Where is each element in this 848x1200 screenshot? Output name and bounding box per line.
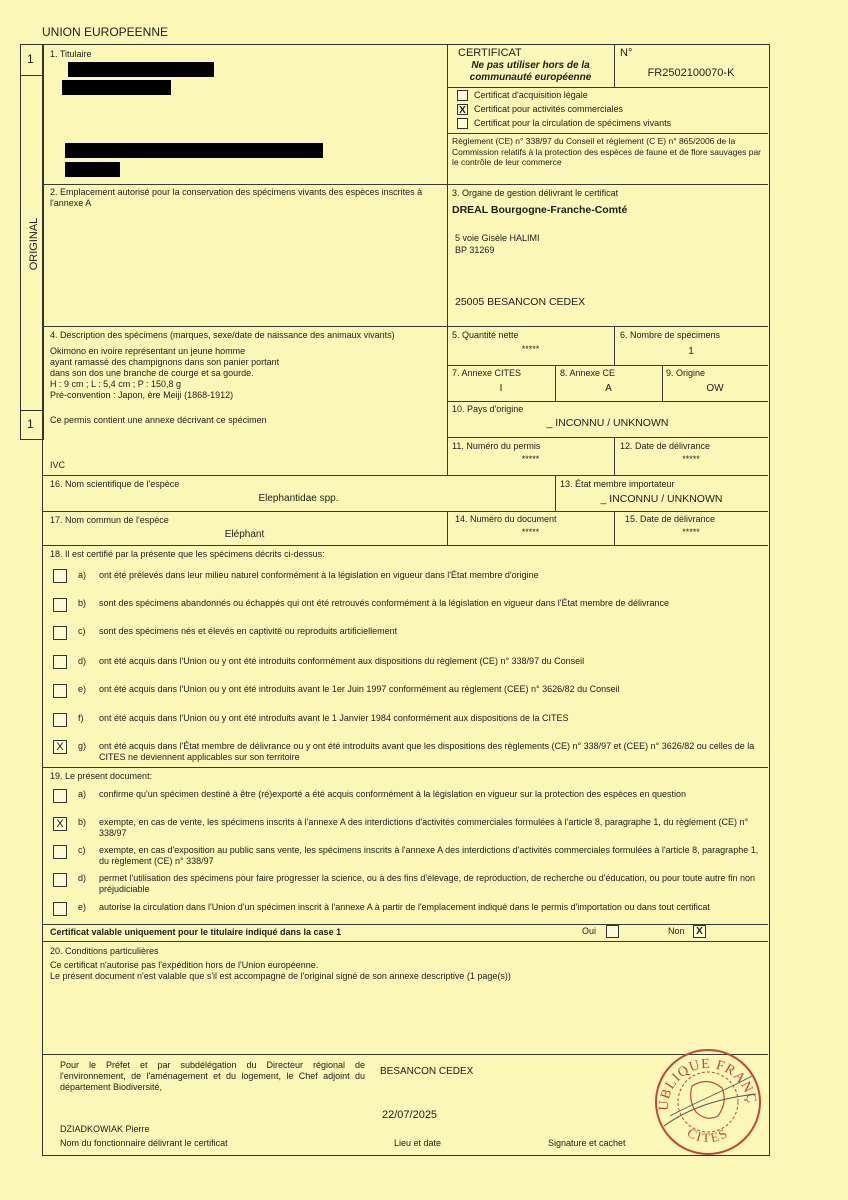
ce-annex-value: A xyxy=(605,383,612,394)
item-text: ont été prélevés dans leur milieu naturel conformément à la législation en vigueur dans l'État membre d'origine xyxy=(99,570,539,580)
description-line: Pré-convention : Japon, ère Meiji (1868-1912) xyxy=(50,390,234,400)
checkbox-non[interactable]: X xyxy=(693,925,706,938)
stamp-bottom-text: CITES xyxy=(684,1124,732,1146)
side-box-1-number: 1 xyxy=(27,52,34,66)
checkbox-19e[interactable] xyxy=(53,902,67,916)
grid-line xyxy=(447,133,768,134)
grid-line xyxy=(447,437,768,438)
box1-label: 1. Titulaire xyxy=(50,49,92,59)
description-line: ayant ramassé des champignons dans son panier portant xyxy=(50,357,280,367)
official-name: DZIADKOWIAK Pierre xyxy=(60,1124,150,1134)
regulation-text: Règlement (CE) n° 338/97 du Conseil et règlement (C E) n° 865/2006 de la Commission relatifs à la protection des espèces de faune et de flore sauvages par le contrôle de leur commerce xyxy=(452,136,762,167)
item-letter: d) xyxy=(78,656,87,666)
scientific-name-value: Elephantidae spp. xyxy=(258,493,339,504)
authority-address-line-1: 5 voie Gisèle HALIMI xyxy=(455,233,540,243)
checkbox-18g[interactable]: X xyxy=(53,740,67,754)
item-text: permet l'utilisation des spécimens pour faire progresser la science, ou à des fins d'élevage, de reproduction, de recherche ou d'éducation, ou pour toute autre fin non préjudiciable xyxy=(99,873,756,894)
box9-label: 9. Origine xyxy=(666,368,706,378)
item-letter: c) xyxy=(78,626,86,636)
box10-label: 10. Pays d'origine xyxy=(452,404,524,414)
grid-line xyxy=(447,401,768,402)
certificat-option-label: Certificat pour activités commerciales xyxy=(474,104,624,114)
checkbox-certificat-commercial[interactable]: X xyxy=(457,104,468,115)
redaction-bar xyxy=(62,80,171,95)
item-letter: d) xyxy=(78,873,87,883)
box17-label: 17. Nom commun de l'espèce xyxy=(50,515,169,525)
redaction-bar xyxy=(65,143,323,158)
official-label: Nom du fonctionnaire délivrant le certificat xyxy=(60,1138,228,1148)
item-letter: b) xyxy=(78,817,87,827)
item-text: ont été acquis dans l'Union ou y ont été introduits avant le 1 Janvier 1984 conformément aux dispositions de la CITES xyxy=(99,713,569,723)
item-text: ont été acquis dans l'Union ou y ont été introduits conformément aux dispositions du règlement (CE) n° 338/97 du Conseil xyxy=(99,656,585,666)
grid-line xyxy=(42,924,768,925)
item-text: autorise la circulation dans l'Union d'un spécimen inscrit à l'annexe A à partir de l'emplacement indiqué dans le permis d'importation ou dans tout certificat xyxy=(99,902,710,912)
item-text: sont des spécimens nés et élevés en captivité ou reproduits artificiellement xyxy=(99,626,398,636)
cites-annex-value: I xyxy=(499,383,503,394)
box13-label: 13. État membre importateur xyxy=(560,479,675,489)
certificat-option-label: Certificat d'acquisition légale xyxy=(474,90,588,100)
box8-label: 8. Annexe CE xyxy=(560,368,616,378)
checkbox-18a[interactable] xyxy=(53,569,67,583)
grid-line xyxy=(42,941,768,942)
grid-line xyxy=(42,511,768,512)
box7-label: 7. Annexe CITES xyxy=(452,368,522,378)
checkbox-certificat-circulation[interactable] xyxy=(457,118,468,129)
checkbox-19b[interactable]: X xyxy=(53,817,67,831)
box19-label: 19. Le présent document: xyxy=(50,771,153,781)
common-name-value: Eléphant xyxy=(224,529,265,540)
grid-line xyxy=(447,87,768,88)
checkbox-18d[interactable] xyxy=(53,655,67,669)
document-date-value: ***** xyxy=(682,527,700,537)
official-stamp xyxy=(652,1046,764,1158)
net-quantity-value: ***** xyxy=(521,344,540,354)
original-label: ORIGINAL xyxy=(28,217,40,271)
box16-label: 16. Nom scientifique de l'espèce xyxy=(50,479,180,489)
item-text: confirme qu'un spécimen destiné à être (ré)exporté a été acquis conformément à la législation en vigueur sur la protection des espèces en question xyxy=(99,789,687,799)
number-label: N° xyxy=(620,47,633,59)
item-text: ont été acquis dans l'Union ou y ont été introduits avant le 1er Juin 1997 conformément au règlement (CEE) n° 3626/82 du Conseil xyxy=(99,684,620,694)
item-text: sont des spécimens abandonnés ou échappés qui ont été retrouvés conformément à la législation en vigueur dans l'État membre de délivrance xyxy=(99,598,670,608)
box15-label: 15. Date de délivrance xyxy=(625,514,716,524)
certificate-number: FR2502100070-K xyxy=(647,67,735,79)
conditions-line-1: Ce certificat n'autorise pas l'expédition hors de l'Union européenne. xyxy=(50,960,319,970)
grid-line xyxy=(42,475,768,476)
checkbox-oui[interactable] xyxy=(606,925,619,938)
issuing-authority: DREAL Bourgogne-Franche-Comté xyxy=(452,204,628,216)
item-letter: g) xyxy=(78,741,87,751)
checkbox-18f[interactable] xyxy=(53,713,67,727)
signature-label: Signature et cachet xyxy=(548,1138,626,1148)
authority-city: 25005 BESANCON CEDEX xyxy=(455,296,586,308)
authority-text: Pour le Préfet et par subdélégation du Directeur régional de l'environnement, de l'aménagement et du logement, le Chef adjoint du département Biodiversité, xyxy=(60,1060,365,1092)
side-box-annex-number: 1 xyxy=(27,417,34,431)
item-letter: f) xyxy=(78,713,84,723)
union-title: UNION EUROPEENNE xyxy=(42,25,169,39)
item-letter: a) xyxy=(78,789,87,799)
item-letter: e) xyxy=(78,684,87,694)
description-line: dans son dos une branche de courge et sa gourde. xyxy=(50,368,254,378)
box18-label: 18. Il est certifié par la présente que les spécimens décrits ci-dessus: xyxy=(50,549,325,559)
checkbox-18c[interactable] xyxy=(53,626,67,640)
grid-line xyxy=(614,44,615,87)
grid-line xyxy=(42,767,768,768)
checkbox-19c[interactable] xyxy=(53,845,67,859)
validity-text: Certificat valable uniquement pour le titulaire indiqué dans la case 1 xyxy=(50,927,342,937)
box20-label: 20. Conditions particulières xyxy=(50,946,159,956)
box5-label: 5. Quantité nette xyxy=(452,330,519,340)
item-letter: b) xyxy=(78,598,87,608)
box12-label: 12. Date de délivrance xyxy=(620,441,711,451)
grid-line xyxy=(447,44,448,475)
permit-date-value: ***** xyxy=(682,454,700,464)
grid-line xyxy=(42,184,768,185)
signing-date: 22/07/2025 xyxy=(382,1109,438,1121)
specimen-count-value: 1 xyxy=(688,346,694,357)
description-code: IVC xyxy=(50,460,66,470)
origin-value: OW xyxy=(706,383,724,394)
checkbox-19d[interactable] xyxy=(53,873,67,887)
permit-number-value: ***** xyxy=(521,454,540,464)
redaction-bar xyxy=(68,62,214,77)
document-number-value: ***** xyxy=(521,527,540,537)
redaction-bar xyxy=(65,162,120,177)
item-letter: a) xyxy=(78,570,87,580)
box11-label: 11. Numéro du permis xyxy=(452,441,541,451)
warning-line-2: communauté européenne xyxy=(469,72,592,83)
box2-label: 2. Emplacement autorisé pour la conservation des spécimens vivants des espèces inscrites à l'annexe A xyxy=(50,187,423,208)
annex-note: Ce permis contient une annexe décrivant ce spécimen xyxy=(50,415,267,425)
place-date-label: Lieu et date xyxy=(394,1138,442,1148)
certificat-option-label: Certificat pour la circulation de spécimens vivants xyxy=(474,118,672,128)
checkbox-19a[interactable] xyxy=(53,789,67,803)
item-letter: e) xyxy=(78,902,87,912)
grid-line xyxy=(42,545,768,546)
box14-label: 14. Numéro du document xyxy=(455,514,557,524)
description-line: H : 9 cm ; L : 5,4 cm ; P : 150,8 g xyxy=(50,379,182,389)
box6-label: 6. Nombre de spécimens xyxy=(620,330,721,340)
warning-line-1: Ne pas utiliser hors de la xyxy=(471,60,590,71)
description-line: Okimono en ivoire représentant un jeune homme xyxy=(50,346,246,356)
item-text: exempte, en cas de vente, les spécimens inscrits à l'annexe A des interdictions d'activités commerciales formulées à l'article 8, paragraphe 1, du règlement (CE) n° 338/97 xyxy=(99,817,749,838)
stamp-top-text: UBLIQUE FRANÇ xyxy=(656,1056,759,1112)
box4-label: 4. Description des spécimens (marques, sexe/date de naissance des animaux vivants) xyxy=(50,330,395,340)
checkbox-18e[interactable] xyxy=(53,684,67,698)
oui-label: Oui xyxy=(582,926,597,936)
svg-text:RÉPUBLIQUE FRANÇAISE xyxy=(652,1046,759,1111)
signing-place: BESANCON CEDEX xyxy=(380,1066,474,1077)
stamp-graphic xyxy=(652,1046,764,1158)
certificat-title: CERTIFICAT xyxy=(458,47,522,59)
grid-line xyxy=(42,326,768,327)
item-text: exempte, en cas d'exposition au public sans vente, les spécimens inscrits à l'annexe A des interdictions d'activités commerciales formulées à l'article 8, paragraphe 1, du règlement (CE) n° 338/97 xyxy=(99,845,759,866)
grid-line xyxy=(447,365,768,366)
country-of-origin-value: _ INCONNU / UNKNOWN xyxy=(546,417,669,429)
checkbox-certificat-acquisition[interactable] xyxy=(457,90,468,101)
conditions-line-2: Le présent document n'est valable que s'il est accompagné de l'original signé de son annexe descriptive (1 page(s)) xyxy=(50,971,511,981)
non-label: Non xyxy=(668,926,685,936)
checkbox-18b[interactable] xyxy=(53,598,67,612)
item-letter: c) xyxy=(78,845,86,855)
authority-address-line-2: BP 31269 xyxy=(455,245,495,255)
svg-text:CITES xyxy=(685,1125,731,1146)
box3-label: 3. Organe de gestion délivrant le certificat xyxy=(452,188,619,198)
importing-state-value: _ INCONNU / UNKNOWN xyxy=(600,493,723,505)
item-text: ont été acquis dans l'État membre de délivrance ou y ont été introduits avant que les dispositions des règlements (CE) n° 338/97 et (CEE) n° 3626/82 ou celles de la CITES ne deviennent applicables sur son territoire xyxy=(99,741,755,762)
